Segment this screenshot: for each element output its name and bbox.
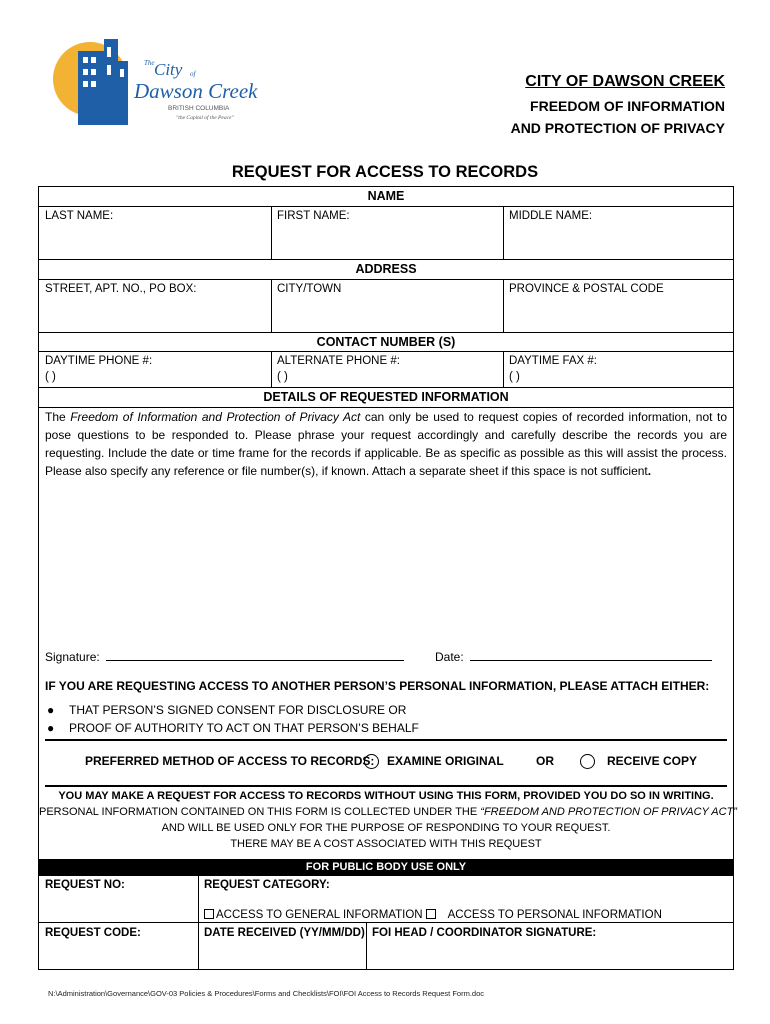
- svg-text:The: The: [144, 59, 155, 67]
- street-field[interactable]: STREET, APT. NO., PO BOX:: [45, 283, 197, 295]
- foi-heading: FREEDOM OF INFORMATION: [530, 98, 725, 114]
- checkbox-icon[interactable]: [204, 909, 214, 919]
- privacy-heading: AND PROTECTION OF PRIVACY: [510, 120, 725, 136]
- notice-line-2: PERSONAL INFORMATION CONTAINED ON THIS FORM IS COLLECTED UNDER THE “FREEDOM AND PROTECTION OF PRIVACY ACT”: [39, 806, 737, 818]
- access-method-label: PREFERRED METHOD OF ACCESS TO RECORDS:: [85, 754, 375, 768]
- request-category-label: REQUEST CATEGORY:: [204, 879, 330, 891]
- svg-text:Dawson Creek: Dawson Creek: [134, 79, 258, 103]
- category-general-option[interactable]: ACCESS TO GENERAL INFORMATION: [204, 909, 423, 921]
- request-no-field[interactable]: REQUEST NO:: [45, 879, 125, 891]
- middle-name-field[interactable]: MIDDLE NAME:: [509, 210, 593, 222]
- first-name-field[interactable]: FIRST NAME:: [277, 210, 350, 222]
- file-path-footer: N:\Administration\Governance\GOV-03 Policies & Procedures\Forms and Checklists\FOI\FOI Access to Records Request Form.doc: [48, 989, 484, 998]
- details-instructions: The Freedom of Information and Protection of Privacy Act can only be used to request copies of recorded information, not to pose questions to be responded to. Please phrase your request accordingly and carefully describe the records you are requesting. Include the date or time frame for the records if applicable. Be as specific as possible as this will assist the process. Please also specify any reference or file number(s), if known. Attach a separate sheet if this space is not sufficient.: [45, 410, 728, 478]
- category-personal-option[interactable]: ACCESS TO PERSONAL INFORMATION: [426, 909, 662, 921]
- list-item: ● THAT PERSON’S SIGNED CONSENT FOR DISCLOSURE OR: [47, 703, 407, 717]
- alternate-phone-label: ALTERNATE PHONE #:: [277, 355, 400, 367]
- receive-copy-label: RECEIVE COPY: [607, 754, 698, 768]
- examine-original-label: EXAMINE ORIGINAL: [387, 754, 504, 768]
- public-body-title: FOR PUBLIC BODY USE ONLY: [39, 859, 733, 876]
- notice-line-4: THERE MAY BE A COST ASSOCIATED WITH THIS REQUEST: [230, 838, 542, 850]
- or-label: OR: [536, 754, 554, 768]
- daytime-phone-label: DAYTIME PHONE #:: [45, 355, 153, 367]
- city-name-heading: CITY OF DAWSON CREEK: [525, 73, 725, 90]
- city-field[interactable]: CITY/TOWN: [277, 283, 342, 295]
- request-form-table: [38, 186, 737, 970]
- province-postal-field[interactable]: PROVINCE & POSTAL CODE: [509, 283, 664, 295]
- list-item: ● PROOF OF AUTHORITY TO ACT ON THAT PERSON’S BEHALF: [47, 721, 419, 735]
- last-name-field[interactable]: LAST NAME:: [45, 210, 114, 222]
- receive-copy-radio[interactable]: [580, 754, 595, 769]
- date-received-field[interactable]: DATE RECEIVED (YY/MM/DD): [204, 927, 365, 939]
- contact-section-title: CONTACT NUMBER (S): [316, 335, 456, 349]
- request-code-field[interactable]: REQUEST CODE:: [45, 927, 141, 939]
- form-title: REQUEST FOR ACCESS TO RECORDS: [231, 163, 539, 181]
- daytime-phone-field[interactable]: ( ): [45, 371, 56, 383]
- details-section-title: DETAILS OF REQUESTED INFORMATION: [263, 390, 509, 404]
- name-section-title: NAME: [367, 189, 405, 203]
- signature-field[interactable]: Signature:: [45, 649, 404, 664]
- date-field[interactable]: Date:: [435, 649, 712, 664]
- foi-head-signature-field[interactable]: FOI HEAD / COORDINATOR SIGNATURE:: [372, 927, 597, 939]
- svg-text:City: City: [154, 60, 183, 79]
- daytime-fax-field[interactable]: ( ): [509, 371, 520, 383]
- daytime-fax-label: DAYTIME FAX #:: [509, 355, 597, 367]
- other-person-heading: IF YOU ARE REQUESTING ACCESS TO ANOTHER PERSON’S PERSONAL INFORMATION, PLEASE ATTACH EITHER:: [45, 679, 710, 693]
- address-section-title: ADDRESS: [355, 262, 417, 276]
- examine-original-radio[interactable]: [364, 754, 379, 769]
- notice-line-3: AND WILL BE USED ONLY FOR THE PURPOSE OF RESPONDING TO YOUR REQUEST.: [161, 822, 611, 834]
- checkbox-icon[interactable]: [426, 909, 436, 919]
- act-name: Freedom of Information and Protection of Privacy Act: [70, 410, 361, 424]
- svg-text:of: of: [190, 70, 196, 78]
- notice-line-1: YOU MAY MAKE A REQUEST FOR ACCESS TO RECORDS WITHOUT USING THIS FORM, PROVIDED YOU DO SO IN WRITING.: [58, 790, 714, 802]
- city-logo: [50, 35, 282, 127]
- alternate-phone-field[interactable]: ( ): [277, 371, 288, 383]
- svg-text:BRITISH COLUMBIA: BRITISH COLUMBIA: [168, 105, 230, 112]
- svg-text:"the Capital of the Peace": "the Capital of the Peace": [176, 115, 234, 121]
